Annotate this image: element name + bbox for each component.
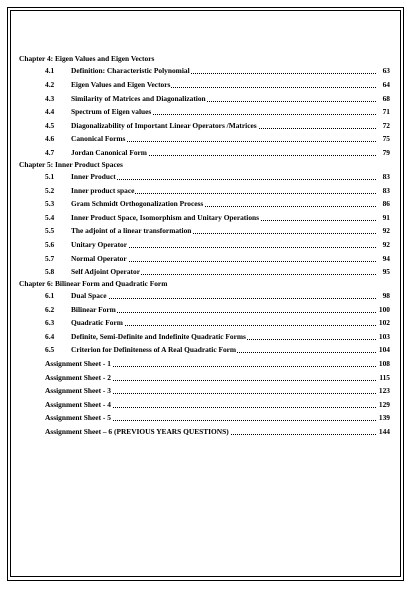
- section-number: 4.6: [45, 134, 55, 144]
- toc-entry-4-4[interactable]: [19, 105, 390, 119]
- section-title: Bilinear Form: [71, 303, 117, 317]
- section-title: Diagonalizability of Important Linear Operators /Matrices: [71, 119, 258, 133]
- toc-entry-4-7[interactable]: [19, 146, 390, 160]
- section-number: 5.2: [45, 185, 55, 195]
- page-number: 123: [376, 384, 390, 398]
- toc-entry-5-4[interactable]: [19, 211, 390, 225]
- page-number: 98: [376, 289, 390, 303]
- toc-entry-6-2[interactable]: [19, 303, 390, 317]
- page-number: 108: [376, 357, 390, 371]
- toc-entry-6-3[interactable]: [19, 316, 390, 330]
- section-number: 4.1: [45, 66, 55, 76]
- section-number: 6.4: [45, 331, 55, 341]
- page-number: 92: [376, 224, 390, 238]
- toc-entry-5-7[interactable]: [19, 252, 390, 266]
- section-number: 6.2: [45, 304, 55, 314]
- section-title: Normal Operator: [71, 252, 128, 266]
- section-title: Definite, Semi-Definite and Indefinite Quadratic Forms: [71, 330, 247, 344]
- section-number: 4.2: [45, 79, 55, 89]
- leader-dots: [71, 298, 378, 299]
- page-number: 83: [376, 170, 390, 184]
- chapter-5-heading: Chapter 5: Inner Product Spaces: [19, 159, 123, 169]
- section-title: Spectrum of Eigen values: [71, 105, 152, 119]
- page-number: 83: [376, 184, 390, 198]
- section-number: 4.7: [45, 147, 55, 157]
- section-title: Gram Schmidt Orthogonalization Process: [71, 197, 204, 211]
- leader-dots: [71, 312, 378, 313]
- toc-entry-4-5[interactable]: [19, 119, 390, 133]
- assignment-title: Assignment Sheet – 6 (PREVIOUS YEARS QUESTIONS): [45, 425, 230, 439]
- assignment-title: Assignment Sheet - 1: [45, 357, 112, 371]
- page-number: 100: [376, 303, 390, 317]
- section-number: 5.3: [45, 199, 55, 209]
- section-title: Dual Space: [71, 289, 108, 303]
- assignment-title: Assignment Sheet - 5: [45, 411, 112, 425]
- section-title: Unitary Operator: [71, 238, 128, 252]
- toc-entry-5-6[interactable]: [19, 238, 390, 252]
- section-number: 4.5: [45, 120, 55, 130]
- toc-entry-4-6[interactable]: [19, 132, 390, 146]
- toc-entry-5-3[interactable]: [19, 197, 390, 211]
- toc-entry-4-1[interactable]: [19, 64, 390, 78]
- section-title: Similarity of Matrices and Diagonalization: [71, 92, 207, 106]
- page-number: 139: [376, 411, 390, 425]
- assignment-title: Assignment Sheet - 3: [45, 384, 112, 398]
- page-number: 104: [376, 343, 390, 357]
- section-title: Inner product space: [71, 184, 135, 198]
- toc-entry-6-1[interactable]: [19, 289, 390, 303]
- section-title: Jordan Canonical Form: [71, 146, 148, 160]
- toc-entry-assignment-1[interactable]: [19, 357, 390, 371]
- assignment-title: Assignment Sheet - 2: [45, 371, 112, 385]
- toc-entry-assignment-5[interactable]: [19, 411, 390, 425]
- page-number: 92: [376, 238, 390, 252]
- toc-entry-5-8[interactable]: [19, 265, 390, 279]
- page-number: 103: [376, 330, 390, 344]
- page-number: 144: [376, 425, 390, 439]
- section-title: Eigen Values and Eigen Vectors: [71, 78, 171, 92]
- section-title: Inner Product: [71, 170, 117, 184]
- section-number: 5.7: [45, 253, 55, 263]
- section-number: 6.5: [45, 345, 55, 355]
- toc-entry-5-2[interactable]: [19, 184, 390, 198]
- toc-entry-assignment-4[interactable]: [19, 398, 390, 412]
- section-number: 4.4: [45, 107, 55, 117]
- section-number: 5.5: [45, 226, 55, 236]
- section-number: 5.1: [45, 171, 55, 181]
- table-of-contents: [19, 54, 390, 439]
- section-title: The adjoint of a linear transformation: [71, 224, 192, 238]
- section-number: 4.3: [45, 93, 55, 103]
- page-number: 63: [376, 64, 390, 78]
- section-number: 5.8: [45, 267, 55, 277]
- page-number: 91: [376, 211, 390, 225]
- chapter-6-heading: Chapter 6: Bilinear Form and Quadratic Form: [19, 278, 168, 288]
- toc-entry-5-1[interactable]: [19, 170, 390, 184]
- toc-entry-assignment-2[interactable]: [19, 371, 390, 385]
- page-number: 86: [376, 197, 390, 211]
- section-title: Quadratic Form: [71, 316, 124, 330]
- section-title: Canonical Forms: [71, 132, 126, 146]
- leader-dots: [71, 179, 378, 180]
- chapter-4-heading: Chapter 4: Eigen Values and Eigen Vectors: [19, 54, 155, 63]
- section-number: 5.6: [45, 239, 55, 249]
- page-number: 79: [376, 146, 390, 160]
- section-number: 5.4: [45, 212, 55, 222]
- toc-entry-6-4[interactable]: [19, 330, 390, 344]
- page-number: 64: [376, 78, 390, 92]
- section-title: Inner Product Space, Isomorphism and Unitary Operations: [71, 211, 260, 225]
- toc-entry-assignment-6[interactable]: [19, 425, 390, 439]
- section-title: Definition: Characteristic Polynomial: [71, 64, 191, 78]
- page-number: 75: [376, 132, 390, 146]
- page-number: 115: [376, 371, 390, 385]
- section-title: Criterion for Definiteness of A Real Quadratic Form: [71, 343, 237, 357]
- page-number: 72: [376, 119, 390, 133]
- page-number: 68: [376, 92, 390, 106]
- toc-entry-6-5[interactable]: [19, 343, 390, 357]
- page-number: 102: [376, 316, 390, 330]
- page-number: 129: [376, 398, 390, 412]
- page-number: 71: [376, 105, 390, 119]
- assignment-title: Assignment Sheet - 4: [45, 398, 112, 412]
- section-number: 6.3: [45, 318, 55, 328]
- toc-entry-4-3[interactable]: [19, 92, 390, 106]
- toc-entry-4-2[interactable]: [19, 78, 390, 92]
- toc-entry-assignment-3[interactable]: [19, 384, 390, 398]
- section-title: Self Adjoint Operator: [71, 265, 141, 279]
- section-number: 6.1: [45, 291, 55, 301]
- page-number: 94: [376, 252, 390, 266]
- page-number: 95: [376, 265, 390, 279]
- toc-entry-5-5[interactable]: [19, 224, 390, 238]
